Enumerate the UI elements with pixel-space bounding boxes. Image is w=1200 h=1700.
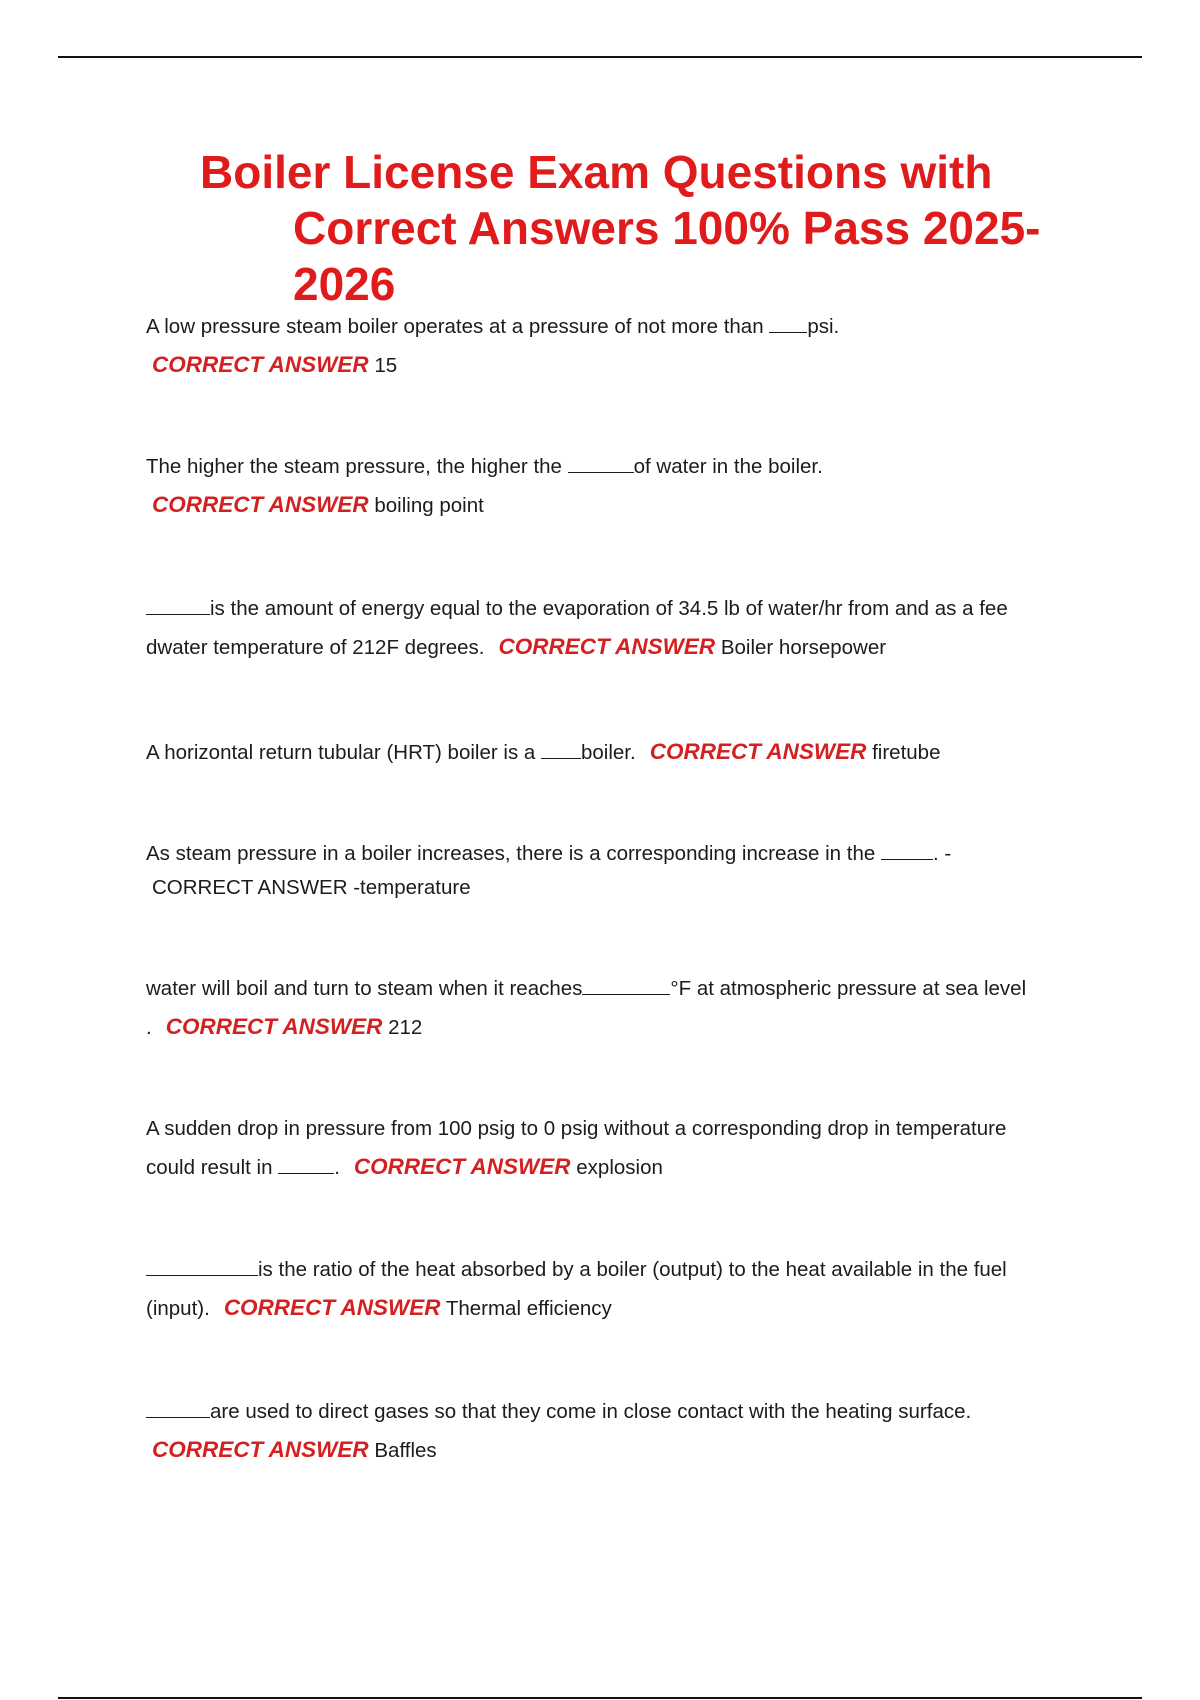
top-rule: [58, 56, 1142, 58]
question-item: [146, 308, 1086, 384]
question-text: [146, 970, 1086, 1008]
answer-line: [146, 869, 1086, 907]
answer-text: 212: [388, 1016, 423, 1039]
question-text-part: is the amount of energy equal to the evaporation of 34.5 lb of water/hr from and as a fee: [210, 597, 1008, 620]
question-text: [146, 1289, 1086, 1327]
correct-answer-label: CORRECT ANSWER: [152, 876, 348, 899]
question-text: [146, 628, 1086, 666]
question-text-part: boiler.: [581, 741, 636, 764]
answer-text: boiling point: [374, 494, 484, 517]
answer-text: 15: [374, 354, 398, 377]
question-text: [146, 448, 1086, 486]
correct-answer-label: CORRECT ANSWER: [165, 1014, 383, 1039]
correct-answer-label: CORRECT ANSWER: [152, 352, 369, 377]
answer-line: [146, 346, 1086, 384]
question-text: [146, 1148, 1086, 1186]
question-text-part: As steam pressure in a boiler increases, there is a corresponding increase in the: [146, 842, 881, 865]
document-title: [200, 144, 1100, 312]
question-text-part: is the ratio of the heat absorbed by a boiler (output) to the heat available in the fuel: [258, 1258, 1007, 1281]
question-text-part: A sudden drop in pressure from 100 psig to 0 psig without a corresponding drop in temperature: [146, 1117, 1007, 1140]
question-text-part: . -: [932, 842, 952, 865]
question-item: [146, 448, 1086, 524]
title-line-2: Correct Answers 100% Pass 2025-: [293, 202, 1041, 254]
question-text-part: could result in: [146, 1156, 279, 1179]
question-item: [146, 1251, 1086, 1327]
question-text-part: °F at atmospheric pressure at sea level: [670, 977, 1027, 1000]
answer-blank: [881, 837, 933, 860]
question-text: [146, 590, 1086, 628]
title-line-3: 2026: [293, 258, 396, 310]
answer-blank: [278, 1151, 334, 1174]
question-item: [146, 970, 1086, 1046]
question-text-part: A horizontal return tubular (HRT) boiler is a: [146, 741, 541, 764]
question-text-part: .: [146, 1016, 152, 1039]
question-text: [146, 733, 1086, 771]
answer-text: Boiler horsepower: [720, 636, 887, 659]
correct-answer-label: CORRECT ANSWER: [649, 739, 867, 764]
answer-line: [146, 1008, 1086, 1046]
question-text: [146, 1393, 1086, 1431]
question-text-part: water will boil and turn to steam when it reaches: [146, 977, 583, 1000]
question-text: [146, 1110, 1086, 1148]
answer-blank: [146, 592, 210, 615]
question-item: [146, 733, 1086, 771]
correct-answer-label: CORRECT ANSWER: [152, 1437, 369, 1462]
question-item: [146, 1110, 1086, 1186]
bottom-rule: [58, 1697, 1142, 1699]
question-item: [146, 590, 1086, 666]
answer-line: [146, 1431, 1086, 1469]
question-text: [146, 835, 1086, 873]
question-text-part: (input).: [146, 1297, 210, 1320]
question-text: [146, 1251, 1086, 1289]
answer-blank: [146, 1253, 258, 1276]
correct-answer-label: CORRECT ANSWER: [152, 492, 369, 517]
question-text: [146, 308, 1086, 346]
answer-blank: [146, 1395, 210, 1418]
answer-text: Baffles: [374, 1439, 437, 1462]
answer-blank: [541, 736, 581, 759]
correct-answer-label: CORRECT ANSWER: [353, 1154, 571, 1179]
title-line-1: Boiler License Exam Questions with: [200, 146, 993, 198]
correct-answer-label: CORRECT ANSWER: [498, 634, 716, 659]
question-text-part: .: [334, 1156, 340, 1179]
question-text-part: are used to direct gases so that they come in close contact with the heating surface.: [210, 1400, 972, 1423]
answer-text: Thermal efficiency: [445, 1297, 612, 1320]
answer-blank: [582, 972, 670, 995]
answer-text: firetube: [872, 741, 941, 764]
question-text-part: The higher the steam pressure, the higher the: [146, 455, 568, 478]
answer-text: explosion: [576, 1156, 663, 1179]
question-text-part: of water in the boiler.: [633, 455, 823, 478]
question-text-part: dwater temperature of 212F degrees.: [146, 636, 485, 659]
answer-text: -temperature: [353, 876, 471, 899]
correct-answer-label: CORRECT ANSWER: [223, 1295, 441, 1320]
question-text-part: A low pressure steam boiler operates at a pressure of not more than: [146, 315, 770, 338]
question-item: [146, 835, 1086, 907]
question-item: [146, 1393, 1086, 1469]
answer-line: [146, 486, 1086, 524]
question-text-part: psi.: [807, 315, 840, 338]
answer-blank: [568, 450, 634, 473]
answer-blank: [769, 310, 807, 333]
